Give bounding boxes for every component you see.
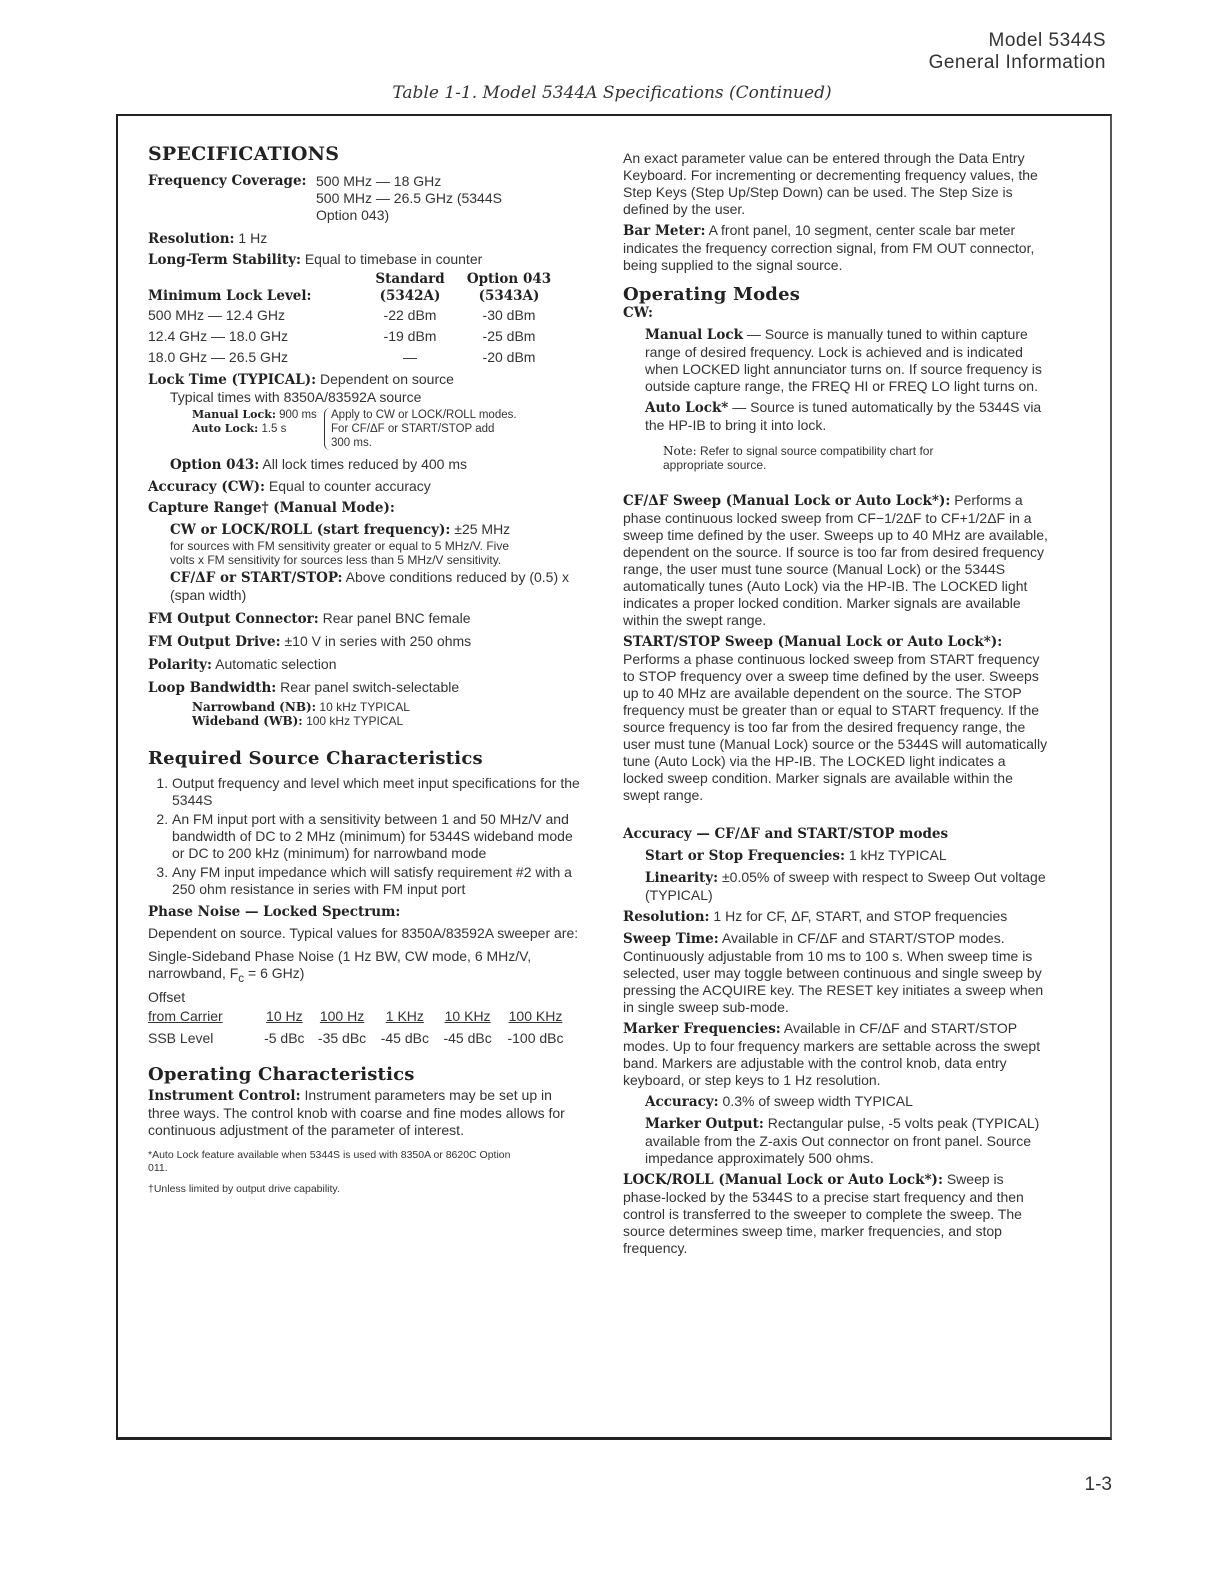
wb-value: 100 kHz TYPICAL bbox=[306, 714, 404, 728]
ss-text: Performs a phase continuous locked sweep from START frequency to STOP frequency over a sweep time defined by the user. Sweeps up to 40 MHz are available dependent on the source. The STOP frequency must be greater than or equal to START frequency. If the source frequency is too far from the desired frequency range, the user must tune (Manual Lock) source or the 5344S will automatically tune (Auto Lock) via the HP-IB. The LOCKED light indicates a locked sweep condition. Marker signals are available within the swept range. bbox=[623, 651, 1048, 803]
freq-cov-1: 500 MHz — 18 GHz bbox=[316, 173, 442, 189]
polarity bbox=[148, 656, 580, 674]
manual-lock bbox=[623, 326, 1048, 395]
noise-cell: 100 Hz bbox=[319, 1008, 365, 1025]
lock-range: 12.4 GHz — 18.0 GHz bbox=[148, 328, 289, 344]
lock-range: 500 MHz — 12.4 GHz bbox=[148, 307, 285, 323]
frequency-coverage bbox=[148, 173, 580, 224]
cw-label: CW or LOCK/ROLL (start frequency): bbox=[170, 522, 451, 538]
fmdrive-value: ±10 V in series with 250 ohms bbox=[284, 633, 472, 649]
table-row bbox=[148, 305, 558, 326]
res-value: 1 Hz for CF, ΔF, START, and STOP frequencies bbox=[713, 908, 1008, 924]
manual-lock-value: 900 ms bbox=[279, 409, 317, 421]
linearity bbox=[623, 869, 1048, 904]
start-stop-freq bbox=[623, 847, 1048, 865]
lock-level-table bbox=[148, 271, 558, 368]
lts-value: Equal to timebase in counter bbox=[304, 251, 483, 267]
offset-label: Offset bbox=[148, 988, 186, 1005]
table-row bbox=[148, 347, 558, 368]
cfsweep-label: CF/ΔF Sweep (Manual Lock or Auto Lock*): bbox=[623, 493, 951, 509]
instr-label: Instrument Control: bbox=[148, 1087, 301, 1104]
opt043-value: All lock times reduced by 400 ms bbox=[262, 456, 468, 472]
specifications-heading: SPECIFICATIONS bbox=[148, 143, 340, 165]
ssb-text-1: Single-Sideband Phase Noise (1 Hz BW, CW mode, 6 MHz/V, bbox=[148, 948, 532, 964]
lock-col1-h1: Standard bbox=[375, 271, 445, 287]
noise-cell: -45 dBc bbox=[380, 1030, 429, 1047]
accuracy-modes-label: Accuracy — CF/ΔF and START/STOP modes bbox=[623, 826, 949, 842]
lock-range: 18.0 GHz — 26.5 GHz bbox=[148, 349, 289, 365]
bar-meter bbox=[623, 222, 1048, 274]
auto-lock-label: Auto Lock: bbox=[192, 422, 259, 435]
header-section: General Information bbox=[928, 52, 1106, 73]
capture-range-label: Capture Range† (Manual Mode): bbox=[148, 500, 395, 516]
note-text: Refer to signal source compatibility chart for appropriate source. bbox=[663, 444, 934, 472]
table-row bbox=[148, 271, 558, 288]
ssfreq-value: 1 kHz TYPICAL bbox=[848, 847, 947, 863]
mo-text: Rectangular pulse, -5 volts peak (TYPICAL) available from the Z-axis Out connector on front panel. Source impedance approximately 500 ohms. bbox=[645, 1115, 1040, 1166]
lock-std: -19 dBm bbox=[383, 328, 437, 344]
cfsweep-text: Performs a phase continuous locked sweep from CF−1/2ΔF to CF+1/2ΔF in a sweep time defined by the user. Sweeps up to 40 MHz are available, dependent on the source. If source is too far from desired frequency range, the user must tune source (Manual Lock) or the 5344S automatically tunes (Auto Lock) via the HP-IB. The LOCKED light indicates a proper locked condition. Marker signals are available within the swept range. bbox=[623, 492, 1048, 628]
cw-value: ±25 MHz bbox=[454, 521, 511, 537]
fmdrive-label: FM Output Drive: bbox=[148, 634, 281, 650]
note-label: Note: bbox=[663, 444, 697, 458]
cf-text: Above conditions reduced by (0.5) x (span width) bbox=[170, 569, 570, 603]
noise-cell: 10 Hz bbox=[266, 1008, 303, 1025]
lin-label: Linearity: bbox=[645, 870, 719, 886]
bar-text: A front panel, 10 segment, center scale bar meter indicates the frequency correction signal, from FM OUT connector, being supplied to the signal source. bbox=[623, 222, 1035, 273]
fmconn-label: FM Output Connector: bbox=[148, 611, 319, 627]
phase-noise-label: Phase Noise — Locked Spectrum: bbox=[148, 904, 401, 920]
instr-text: Instrument parameters may be set up in three ways. The control knob with coarse and fine modes allows for continuous adjustment of the parameter of interest. bbox=[148, 1086, 565, 1138]
footnote-output-drive: †Unless limited by output drive capability. bbox=[148, 1182, 340, 1195]
cf-sweep bbox=[623, 492, 1048, 629]
ssb-text-2: narrowband, F bbox=[148, 965, 239, 981]
cw-capture bbox=[148, 521, 580, 539]
fm-output-drive bbox=[148, 633, 580, 651]
bar-label: Bar Meter: bbox=[623, 223, 706, 239]
list-item: 3. Any FM input impedance which will satisfy requirement #2 with a 250 ohm resistance in series with FM input port bbox=[172, 864, 580, 898]
locktime-sub: Typical times with 8350A/83592A source bbox=[170, 389, 422, 405]
loop-label: Loop Bandwidth: bbox=[148, 680, 277, 696]
noise-cell: -100 dBc bbox=[507, 1030, 564, 1047]
noise-cell: from Carrier bbox=[148, 1008, 223, 1025]
locktime-value: Dependent on source bbox=[320, 371, 454, 387]
option-043 bbox=[148, 456, 580, 474]
nb-label: Narrowband (NB): bbox=[192, 700, 317, 714]
resolution-value: 1 Hz bbox=[238, 230, 268, 246]
lock-roll bbox=[623, 1171, 1048, 1257]
auto-lock bbox=[623, 399, 1048, 434]
lr-label: LOCK/ROLL (Manual Lock or Auto Lock*): bbox=[623, 1172, 943, 1188]
freq-cov-3: Option 043) bbox=[316, 207, 390, 223]
lock-std: -22 dBm bbox=[383, 307, 437, 323]
auto-text: — Source is tuned automatically by the 5344S via the HP-IB to bring it into lock. bbox=[645, 399, 1042, 433]
lts-label: Long-Term Stability: bbox=[148, 252, 301, 268]
table-row bbox=[148, 326, 558, 347]
mf-label: Marker Frequencies: bbox=[623, 1021, 781, 1037]
lock-opt: -20 dBm bbox=[482, 349, 536, 365]
cf-label: CF/ΔF or START/STOP: bbox=[170, 570, 343, 586]
acc-label: Accuracy (CW): bbox=[148, 479, 266, 495]
noise-cell: 10 KHz bbox=[444, 1008, 491, 1025]
start-stop-sweep bbox=[623, 633, 1048, 804]
lock-col2-h1: Option 043 bbox=[466, 271, 552, 287]
footnote-auto-lock: *Auto Lock feature available when 5344S is used with 8350A or 8620C Option 011. bbox=[148, 1148, 511, 1174]
list-item: 2. An FM input port with a sensitivity between 1 and 50 MHz/V and bandwidth of DC to 2 MHz (minimum) for 5344S wideband mode or DC to 200 kHz (minimum) for narrowband mode bbox=[172, 811, 580, 862]
resolution bbox=[148, 230, 580, 248]
loop-bandwidth bbox=[148, 679, 580, 697]
macc-label: Accuracy: bbox=[645, 1094, 719, 1110]
right-column bbox=[623, 146, 1048, 1257]
manual-lock-label: Manual Lock: bbox=[192, 408, 276, 421]
phase-noise-text: Dependent on source. Typical values for 8350A/83592A sweeper are: bbox=[148, 925, 579, 941]
nb-value: 10 kHz TYPICAL bbox=[319, 700, 410, 714]
brace-line: For CF/ΔF or START/STOP add bbox=[331, 423, 495, 435]
noise-cell: SSB Level bbox=[148, 1030, 214, 1047]
auto-lock-value: 1.5 s bbox=[261, 423, 287, 435]
sweep-time bbox=[623, 930, 1048, 1016]
ssfreq-label: Start or Stop Frequencies: bbox=[645, 848, 845, 864]
ssb-subscript: c bbox=[238, 971, 245, 985]
noise-cell: 100 KHz bbox=[508, 1008, 563, 1025]
header-model: Model 5344S bbox=[988, 30, 1106, 51]
accuracy-cw bbox=[148, 478, 580, 496]
marker-accuracy bbox=[623, 1093, 1048, 1111]
ssb-text-3: = 6 GHz) bbox=[244, 965, 305, 981]
lock-col1-h2: (5342A) bbox=[379, 288, 441, 304]
polarity-label: Polarity: bbox=[148, 657, 212, 673]
mf-text: Available in CF/ΔF and START/STOP modes. Up to four frequency markers are settable across the swept band. Markers are adjustable with the control knob, data entry keyboard, or step keys to 1 Hz resolution. bbox=[623, 1020, 1041, 1088]
polarity-value: Automatic selection bbox=[215, 656, 337, 672]
cf-capture bbox=[148, 569, 580, 604]
manual-text: — Source is manually tuned to within capture range of desired frequency. Lock is achieved and is indicated when LOCKED light annunciator turns on. If source frequency is outside capture range, the FREQ HI or FREQ LO light turns on. bbox=[645, 326, 1042, 394]
data-entry-paragraph: An exact parameter value can be entered through the Data Entry Keyboard. For incrementing or decrementing frequency values, the Step Keys (Step Up/Step Down) can be used. The Step Size is defined by the user. bbox=[623, 150, 1038, 217]
note bbox=[623, 444, 993, 472]
list-item: 1. Output frequency and level which meet input specifications for the 5344S bbox=[172, 775, 580, 809]
narrowband bbox=[148, 700, 580, 714]
page-number: 1-3 bbox=[1084, 1474, 1112, 1495]
marker-frequencies bbox=[623, 1020, 1048, 1089]
instrument-control bbox=[148, 1087, 580, 1139]
fm-output-connector bbox=[148, 610, 580, 628]
locktime-label: Lock Time (TYPICAL): bbox=[148, 372, 317, 388]
freq-cov-label: Frequency Coverage: bbox=[148, 173, 307, 189]
fmconn-value: Rear panel BNC female bbox=[322, 610, 471, 626]
required-source-heading: Required Source Characteristics bbox=[148, 748, 483, 769]
lr-text: Sweep is phase-locked by the 5344S to a precise start frequency and then control is transferred to the sweeper to complete the sweep. The source determines sweep time, marker frequencies, and stop frequency. bbox=[623, 1171, 1024, 1256]
table-row bbox=[148, 288, 558, 305]
wideband bbox=[148, 714, 580, 728]
st-label: Sweep Time: bbox=[623, 931, 719, 947]
lock-row-label: Minimum Lock Level: bbox=[148, 288, 312, 304]
brace-line: 300 ms. bbox=[331, 437, 372, 449]
cw-mode-label: CW: bbox=[623, 305, 653, 321]
operating-modes-heading: Operating Modes bbox=[623, 284, 801, 305]
freq-cov-2: 500 MHz — 26.5 GHz (5344S bbox=[316, 190, 502, 206]
loop-value: Rear panel switch-selectable bbox=[280, 679, 460, 695]
brace-line: Apply to CW or LOCK/ROLL modes. bbox=[331, 409, 517, 421]
manual-label: Manual Lock bbox=[645, 327, 743, 343]
st-text: Available in CF/ΔF and START/STOP modes. Continuously adjustable from 10 ms to 100 s. When sweep time is selected, user may toggle between continuous and single sweep by pressing the ACQUIRE key. The RESET key initiates a sweep when in single sweep sub-mode. bbox=[623, 930, 1044, 1015]
opt043-label: Option 043: bbox=[170, 457, 260, 473]
lock-opt: -30 dBm bbox=[482, 307, 536, 323]
table-row bbox=[148, 1006, 572, 1028]
cw-text: for sources with FM sensitivity greater or equal to 5 MHz/V. Five volts x FM sensitivity for sources less than 5 MHz/V sensitivity. bbox=[170, 539, 510, 567]
phase-noise-table bbox=[148, 1006, 572, 1050]
lock-time-detail bbox=[192, 408, 580, 450]
required-source-list bbox=[148, 775, 580, 898]
acc-value: Equal to counter accuracy bbox=[268, 478, 431, 494]
operating-characteristics-heading: Operating Characteristics bbox=[148, 1063, 415, 1085]
noise-cell: 1 KHz bbox=[385, 1008, 424, 1025]
resolution-label: Resolution: bbox=[148, 231, 235, 247]
resolution-right bbox=[623, 908, 1048, 926]
ss-label: START/STOP Sweep (Manual Lock or Auto Lock*): bbox=[623, 634, 1003, 650]
brace-text bbox=[324, 408, 517, 450]
res-label: Resolution: bbox=[623, 909, 710, 925]
lock-std: — bbox=[403, 349, 417, 365]
long-term-stability bbox=[148, 251, 580, 269]
lin-value: ±0.05% of sweep with respect to Sweep Out voltage (TYPICAL) bbox=[645, 869, 1046, 903]
noise-cell: -35 dBc bbox=[317, 1030, 367, 1047]
left-column bbox=[148, 143, 580, 1196]
noise-cell: -45 dBc bbox=[443, 1030, 492, 1047]
macc-value: 0.3% of sweep width TYPICAL bbox=[722, 1093, 913, 1109]
table-row bbox=[148, 1028, 572, 1050]
lock-opt: -25 dBm bbox=[482, 328, 536, 344]
mo-label: Marker Output: bbox=[645, 1116, 764, 1132]
lock-col2-h2: (5343A) bbox=[478, 288, 540, 304]
marker-output bbox=[623, 1115, 1048, 1167]
wb-label: Wideband (WB): bbox=[192, 714, 303, 728]
table-title: Table 1-1. Model 5344A Specifications (Continued) bbox=[392, 83, 832, 103]
lock-time bbox=[148, 371, 580, 389]
ssb-text bbox=[148, 948, 580, 987]
noise-cell: -5 dBc bbox=[264, 1030, 305, 1047]
auto-label: Auto Lock* bbox=[645, 400, 729, 416]
